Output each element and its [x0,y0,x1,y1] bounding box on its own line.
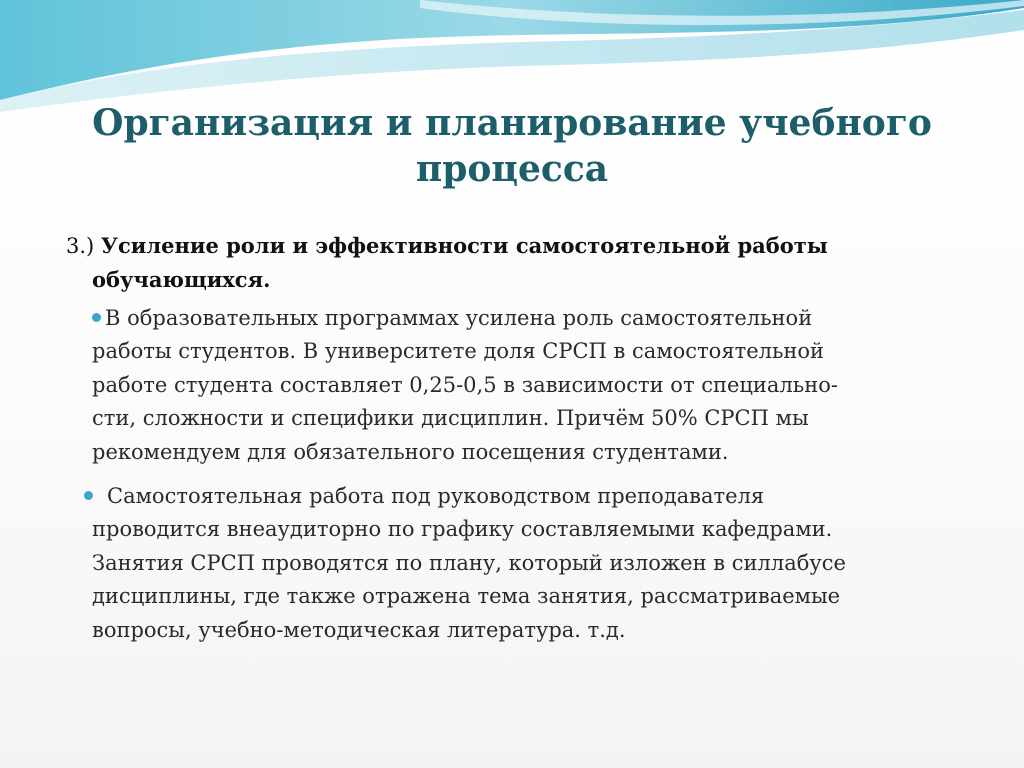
bullet-icon [92,313,101,322]
slide-title [40,100,984,192]
bullet-icon [84,491,93,500]
decorative-wave-header [0,0,1024,115]
section-heading [66,229,956,297]
paragraph-line: дисциплины, где также отражена тема занятия, рассматриваемые [92,584,841,609]
paragraph-line: проводится внеаудиторно по графику составляемыми кафедрами. [92,517,833,542]
paragraph-line: Занятия СРСП проводятся по плану, который изложен в силлабусе [92,550,846,575]
paragraph-line: работе студента составляет 0,25-0,5 в зависимости от специально- [92,372,838,397]
paragraph-line: рекомендуем для обязательного посещения студентами. [92,439,729,464]
paragraph-line: Самостоятельная работа под руководством преподавателя [107,484,765,508]
bullet-paragraph-2 [92,480,972,647]
paragraph-line: сти, сложности и специфики дисциплин. Причём 50% СРСП мы [92,406,809,431]
section-number: 3.) [66,234,95,258]
section-heading-line-1: Усиление роли и эффективности самостоятельной работы [100,233,828,258]
slide-title-line-2: процесса [415,148,609,190]
slide-title-line-1: Организация и планирование учебного [92,102,932,144]
paragraph-line: В образовательных программах усилена роль самостоятельной [105,306,813,330]
section-heading-line-2: обучающихся. [92,267,271,292]
paragraph-line: работы студентов. В университете доля СРСП в самостоятельной [92,339,825,364]
paragraph-line: вопросы, учебно-методическая литература. т.д. [92,617,626,642]
bullet-paragraph-1 [92,302,972,469]
